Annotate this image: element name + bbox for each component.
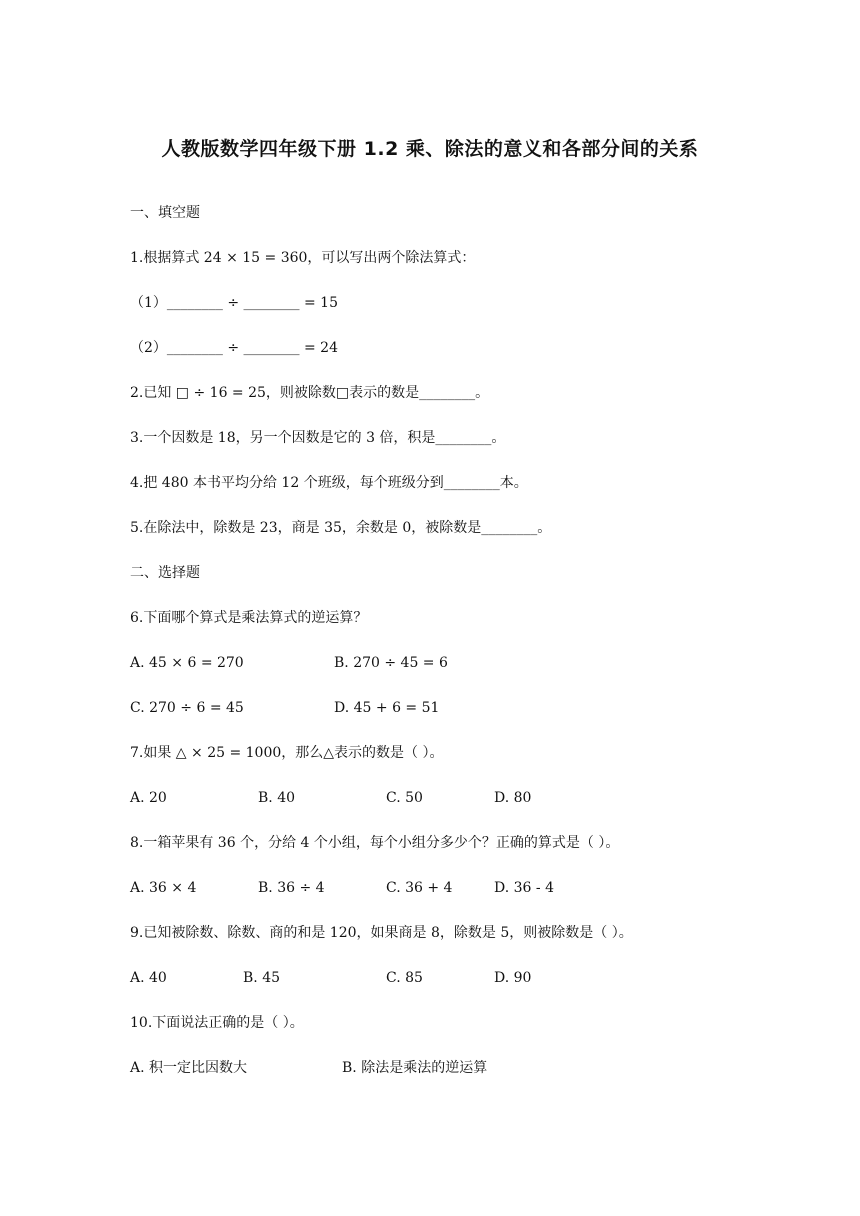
- section-heading-fill-in: 一、填空题: [130, 205, 200, 221]
- q10-option-b: B. 除法是乘法的逆运算: [342, 1060, 488, 1076]
- page-title: 人教版数学四年级下册 1.2 乘、除法的意义和各部分间的关系: [161, 138, 699, 160]
- q8-option-a: A. 36 × 4: [130, 880, 197, 896]
- question-5: 5.在除法中，除数是 23，商是 35，余数是 0，被除数是________。: [130, 520, 552, 536]
- q7-option-b: B. 40: [258, 790, 296, 806]
- question-10: 10.下面说法正确的是（ ）。: [130, 1015, 304, 1031]
- q6-option-a: A. 45 × 6 = 270: [130, 655, 244, 671]
- question-7: 7.如果 △ × 25 = 1000，那么△表示的数是（ ）。: [130, 745, 444, 761]
- question-1: 1.根据算式 24 × 15 = 360，可以写出两个除法算式：: [130, 250, 476, 266]
- q8-option-b: B. 36 ÷ 4: [258, 880, 325, 896]
- q8-option-d: D. 36 - 4: [494, 880, 554, 896]
- question-9: 9.已知被除数、除数、商的和是 120，如果商是 8，除数是 5，则被除数是（ ）。: [130, 925, 633, 941]
- q9-option-a: A. 40: [130, 970, 167, 986]
- q8-option-c: C. 36 + 4: [386, 880, 453, 896]
- q6-option-d: D. 45 + 6 = 51: [334, 700, 440, 716]
- q9-option-b: B. 45: [243, 970, 281, 986]
- question-8: 8.一箱苹果有 36 个，分给 4 个小组，每个小组分多少个？正确的算式是（ ）。: [130, 835, 620, 851]
- q9-option-c: C. 85: [386, 970, 423, 986]
- q7-option-c: C. 50: [386, 790, 423, 806]
- q9-option-d: D. 90: [494, 970, 532, 986]
- q10-option-a: A. 积一定比因数大: [130, 1060, 248, 1076]
- q6-option-c: C. 270 ÷ 6 = 45: [130, 700, 244, 716]
- question-1-part-1: （1）________ ÷ ________ = 15: [130, 295, 338, 311]
- question-4: 4.把 480 本书平均分给 12 个班级，每个班级分到________本。: [130, 475, 528, 491]
- section-heading-multiple-choice: 二、选择题: [130, 565, 200, 581]
- question-6: 6.下面哪个算式是乘法算式的逆运算？: [130, 610, 368, 626]
- q7-option-d: D. 80: [494, 790, 532, 806]
- q7-option-a: A. 20: [130, 790, 167, 806]
- question-2: 2.已知 □ ÷ 16 = 25，则被除数□表示的数是________。: [130, 385, 490, 401]
- question-3: 3.一个因数是 18，另一个因数是它的 3 倍，积是________。: [130, 430, 506, 446]
- question-1-part-2: （2）________ ÷ ________ = 24: [130, 340, 338, 356]
- q6-option-b: B. 270 ÷ 45 = 6: [334, 655, 448, 671]
